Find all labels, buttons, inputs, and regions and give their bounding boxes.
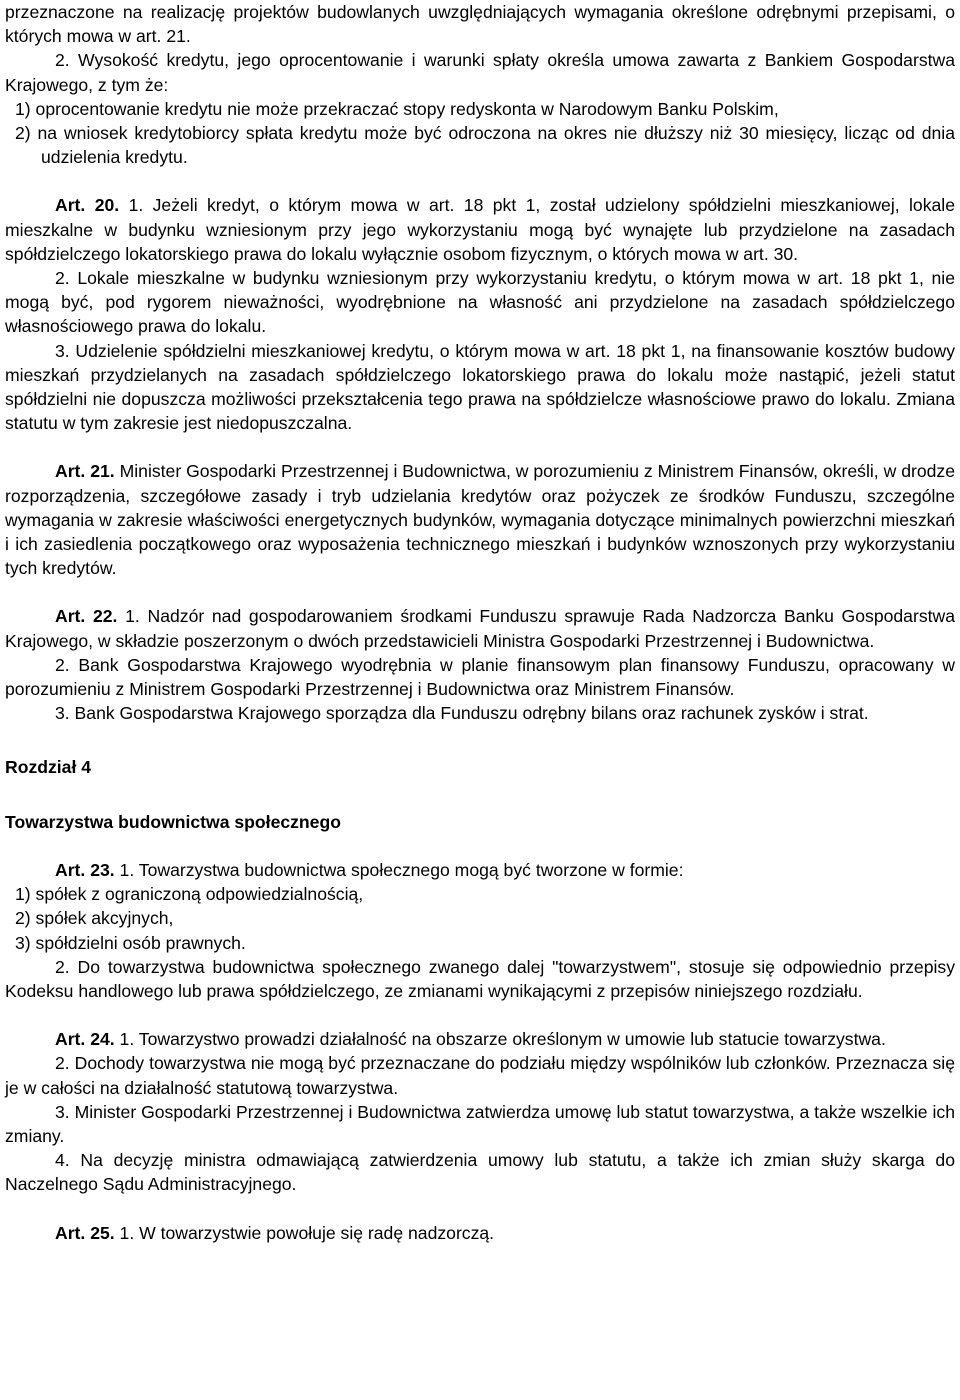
article-text: 1. Jeżeli kredyt, o którym mowa w art. 18 pkt 1, został udzielony spółdzielni mieszkaniowej, lokale mieszkalne w budynku wzniesionym przy jego wykorzystaniu mogą być wynajęte lub przydzielone na zasadach spółdzielczego lokatorskiego prawa do lokalu wyłącznie osobom fizycznym, o których mowa w art. 30.	[5, 195, 955, 264]
article-label: Art. 22.	[55, 606, 118, 627]
list-item: 2) na wniosek kredytobiorcy spłata kredytu może być odroczona na okres nie dłuższy niż 30 miesięcy, licząc od dnia udzielenia kredytu.	[15, 123, 955, 168]
article-text: 1. Towarzystwa budownictwa społecznego mogą być tworzone w formie:	[119, 859, 684, 880]
article-20-paragraph-3: 3. Udzielenie spółdzielni mieszkaniowej kredytu, o którym mowa w art. 18 pkt 1, na finansowanie kosztów budowy mieszkań przydzielanych na zasadach spółdzielczego lokatorskiego prawa do lokalu może nastąpić, jeżeli statut spółdzielni nie dopuszcza możliwości przekształcenia tego prawa na spółdzielcze własnościowe prawo do lokalu. Zmiana statutu w tym zakresie jest niedopuszczalna.	[5, 340, 955, 434]
paragraph-intro: przeznaczone na realizację projektów budowlanych uwzględniających wymagania określone odrębnymi przepisami, o których mowa w art. 21.	[5, 2, 955, 47]
article-label: Art. 23.	[55, 859, 115, 880]
article-24-paragraph-3: 3. Minister Gospodarki Przestrzennej i Budownictwa zatwierdza umowę lub statut towarzystwa, a także wszelkie ich zmiany.	[5, 1101, 955, 1146]
spacer	[5, 1003, 955, 1027]
article-20-paragraph-2: 2. Lokale mieszkalne w budynku wzniesionym przy wykorzystaniu kredytu, o którym mowa w art. 18 pkt 1, nie mogą być, pod rygorem nieważności, wyodrębnione na własność ani przydzielone na zasadach spółdzielczego własnościowego prawa do lokalu.	[5, 268, 955, 337]
article-24-paragraph-2: 2. Dochody towarzystwa nie mogą być przeznaczane do podziału między wspólników lub członków. Przeznacza się je w całości na działalność statutową towarzystwa.	[5, 1053, 955, 1098]
spacer	[5, 169, 955, 193]
list-item: 2) spółek akcyjnych,	[15, 908, 174, 929]
spacer	[5, 834, 955, 858]
article-22-paragraph-3: 3. Bank Gospodarstwa Krajowego sporządza dla Funduszu odrębny bilans oraz rachunek zysków i strat.	[55, 703, 869, 724]
article-label: Art. 20.	[55, 195, 120, 216]
spacer	[5, 1197, 955, 1221]
list-item: 1) oprocentowanie kredytu nie może przekraczać stopy redyskonta w Narodowym Banku Polskim,	[15, 98, 779, 119]
article-text: Minister Gospodarki Przestrzennej i Budownictwa, w porozumieniu z Ministrem Finansów, określi, w drodze rozporządzenia, szczegółowe zasady i tryb udzielania kredytów oraz pożyczek ze środków Funduszu, szczególne wymagania w zakresie właściwości energetycznych budynków, wymagania dotyczące minimalnych powierzchni mieszkań i ich zasiedlenia początkowego oraz wyposażenia technicznego mieszkań i budynków wznoszonych przy wykorzystaniu tych kredytów.	[5, 461, 955, 579]
article-22-paragraph-2: 2. Bank Gospodarstwa Krajowego wyodrębnia w planie finansowym plan finansowy Funduszu, opracowany w porozumieniu z Ministrem Gospodarki Przestrzennej i Budownictwa oraz Ministrem Finansów.	[5, 654, 955, 700]
article-label: Art. 21.	[55, 461, 115, 482]
document-page	[5, 0, 955, 1245]
article-24-paragraph-1	[5, 1027, 955, 1051]
article-22-paragraph-1	[5, 604, 955, 652]
list-item: 1) spółek z ograniczoną odpowiedzialnością,	[15, 884, 364, 905]
spacer	[5, 780, 955, 810]
chapter-number: Rozdział 4	[5, 757, 92, 778]
paragraph-credit-terms: 2. Wysokość kredytu, jego oprocentowanie i warunki spłaty określa umowa zawarta z Bankiem Gospodarstwa Krajowego, z tym że:	[5, 50, 955, 95]
article-label: Art. 24.	[55, 1029, 115, 1050]
article-text: 1. W towarzystwie powołuje się radę nadzorczą.	[119, 1222, 495, 1243]
article-text: 1. Nadzór nad gospodarowaniem środkami Funduszu sprawuje Rada Nadzorcza Banku Gospodarstwa Krajowego, w składzie poszerzonym o dwóch przedstawicieli Ministra Gospodarki Przestrzennej i Budownictwa.	[5, 606, 955, 651]
article-23-paragraph-1	[5, 858, 955, 882]
article-label: Art. 25.	[55, 1222, 115, 1243]
list-item: 3) spółdzielni osób prawnych.	[15, 932, 246, 953]
article-25-paragraph-1	[5, 1221, 955, 1245]
spacer	[5, 580, 955, 604]
article-20-paragraph-1	[5, 193, 955, 266]
article-21-paragraph	[5, 459, 955, 580]
spacer	[5, 435, 955, 459]
article-24-paragraph-4: 4. Na decyzję ministra odmawiającą zatwierdzenia umowy lub statutu, a także ich zmian służy skarga do Naczelnego Sądu Administracyjnego.	[5, 1150, 955, 1195]
chapter-title: Towarzystwa budownictwa społecznego	[5, 811, 341, 832]
article-23-paragraph-2: 2. Do towarzystwa budownictwa społecznego zwanego dalej "towarzystwem", stosuje się odpowiednio przepisy Kodeksu handlowego lub prawa spółdzielczego, ze zmianami wynikającymi z przepisów niniejszego rozdziału.	[5, 956, 955, 1001]
article-text: 1. Towarzystwo prowadzi działalność na obszarze określonym w umowie lub statucie towarzystwa.	[119, 1029, 886, 1050]
spacer	[5, 725, 955, 755]
